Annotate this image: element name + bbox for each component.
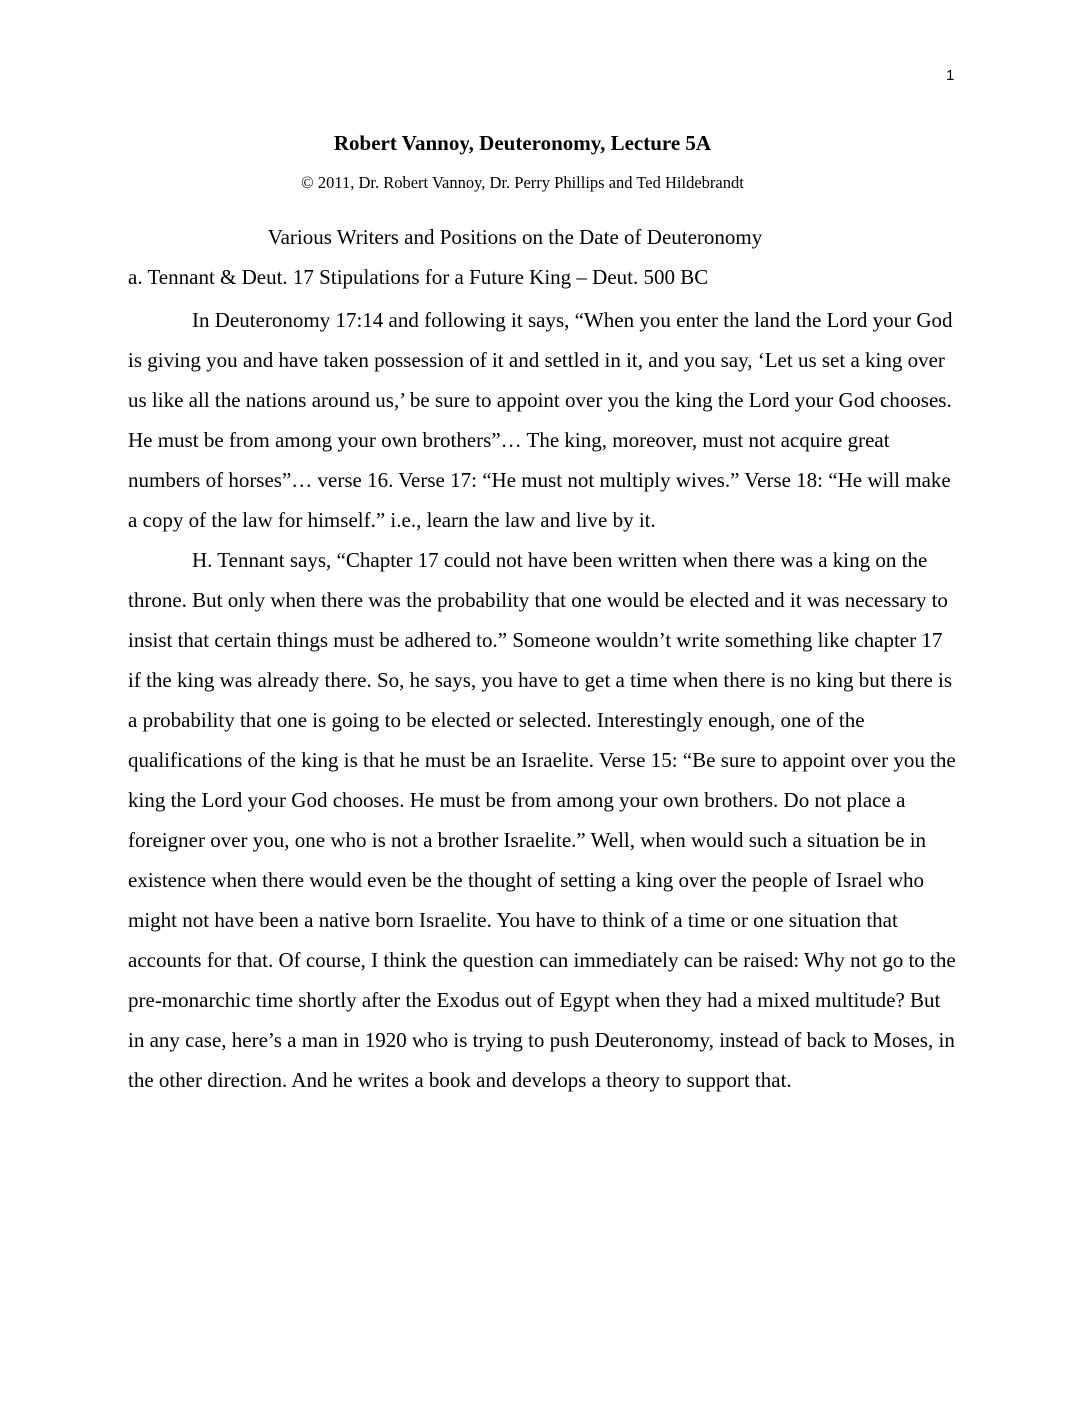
section-heading: Various Writers and Positions on the Date of Deuteronomy [267,225,763,249]
page-number: 1 [946,67,955,84]
body-text [128,300,960,1100]
document-title: Robert Vannoy, Deuteronomy, Lecture 5A [333,131,712,155]
subsection-heading: a. Tennant & Deut. 17 Stipulations for a Future King – Deut. 500 BC [128,265,709,289]
copyright-line: © 2011, Dr. Robert Vannoy, Dr. Perry Phillips and Ted Hildebrandt [301,173,744,192]
paragraph-tennant: H. Tennant says, “Chapter 17 could not have been written when there was a king on the throne. But only when there was the probability that one would be elected and it was necessary to insist that certain things must be adhered to.” Someone wouldn’t write something like chapter 17 if the king was already there. So, he says, you have to get a time when there is no king but there is a probability that one is going to be elected or selected. Interestingly enough, one of the qualifications of the king is that he must be an Israelite. Verse 15: “Be sure to appoint over you the king the Lord your God chooses. He must be from among your own brothers. Do not place a foreigner over you, one who is not a brother Israelite.” Well, when would such a situation be in existence when there would even be the thought of setting a king over the people of Israel who might not have been a native born Israelite. You have to think of a time or one situation that accounts for that. Of course, I think the question can immediately can be raised: Why not go to the pre-monarchic time shortly after the Exodus out of Egypt when they had a mixed multitude? But in any case, here’s a man in 1920 who is trying to push Deuteronomy, instead of back to Moses, in the other direction. And he writes a book and develops a theory to support that. [128,548,956,1092]
paragraph-deuteronomy-17: In Deuteronomy 17:14 and following it says, “When you enter the land the Lord your God is giving you and have taken possession of it and settled in it, and you say, ‘Let us set a king over us like all the nations around us,’ be sure to appoint over you the king the Lord your God chooses. He must be from among your own brothers”… The king, moreover, must not acquire great numbers of horses”… verse 16. Verse 17: “He must not multiply wives.” Verse 18: “He will make a copy of the law for himself.” i.e., learn the law and live by it. [128,308,953,532]
